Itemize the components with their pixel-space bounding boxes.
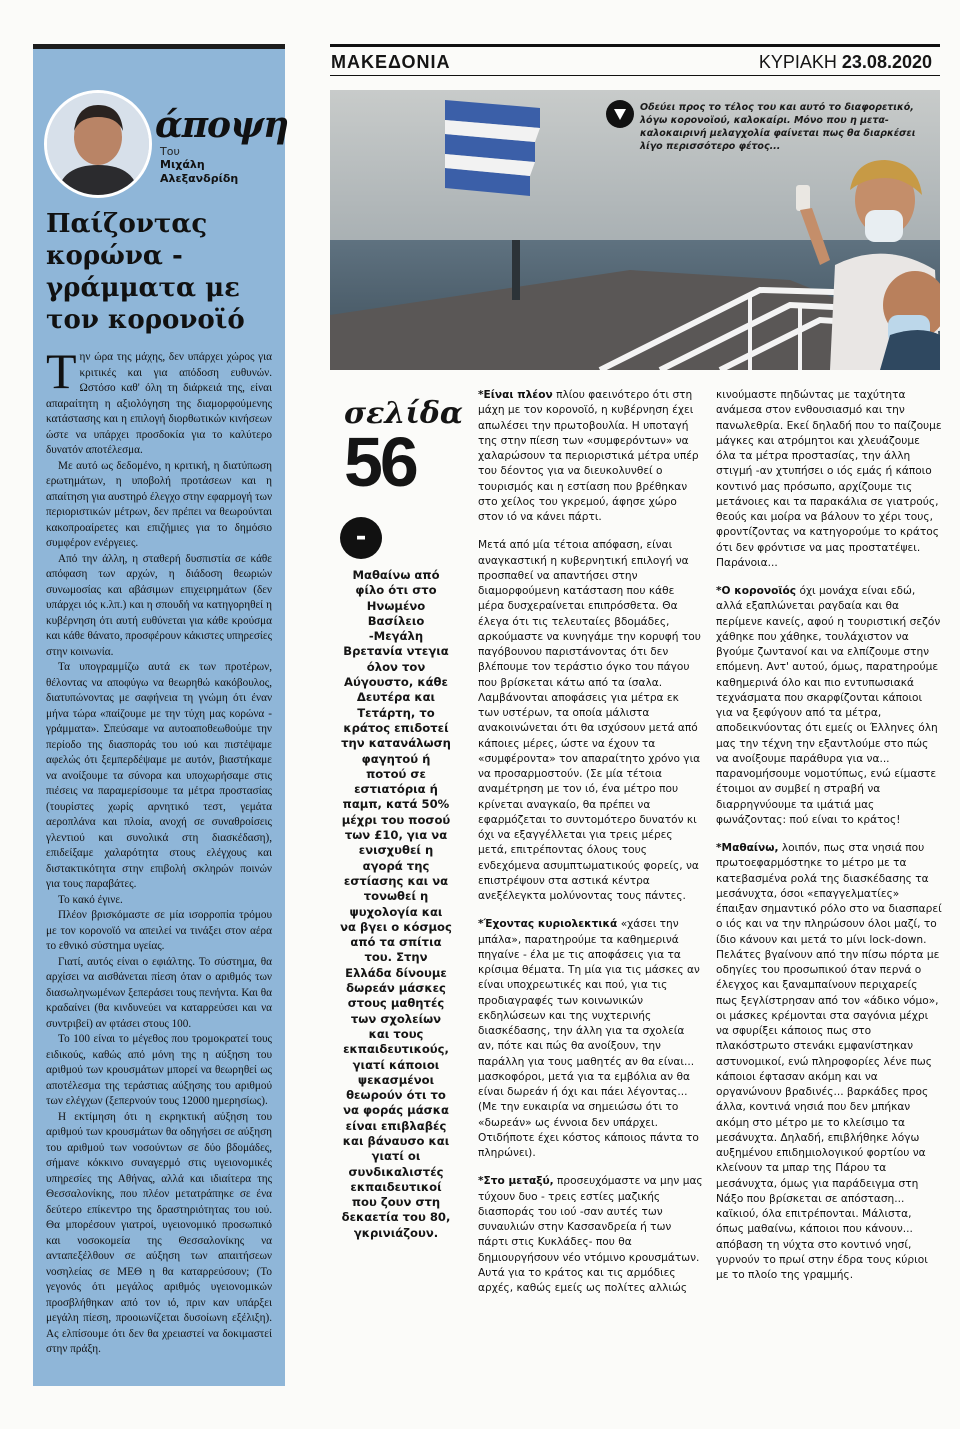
note-paragraph: κινούμαστε πηδώντας με ταχύτητα ανάμεσα στον ενθουσιασμό και την πανωλεθρία. Εκεί δηλαδή που το παίζουμε μάγκες και ατρόμητοι και χλευάζουμε όλα τα μέτρα προστασίας, την άλλη στιγμή -αν χτυπήσει ο ιός εμάς ή κάποιο κοντινό μας πρόσωπο, αρχίζουμε τις μετάνοιες και τα παρακάλια σε γιατρούς, θεούς και μοίρα να βάλουν το χέρι τους, φροντίζοντας να κατηγορούμε το κράτος ότι δεν φρόντισε να μας προστατέψει. Παράνοια... [716,389,942,569]
paragraph: Τα υπογραμμίζω αυτά εκ των προτέρων, θέλοντας να αποφύγω να θεωρηθώ κακόβουλος, διατυπώνοντας με σαφήνεια τη γνώμη ότι έναν μήνα τώρα «παίζουμε με την τύχη μας κορώνα - γράμματα». Σπεύσαμε να αυτοαποθεωθούμε την περίοδο της διασποράς του ιού και πιστέψαμε αφελώς ότι ξεμπερδέψαμε με αυτόν, βιαστήκαμε να ανοίξουμε τα σύνορα και υποχωρήσαμε στις πιέσεις να παραμερίσουμε τα μέτρα προστασίας (τουρίστες χωρίς αρνητικό τεστ, γεμάτα αεροπλάνα και πλοία, ανοχή σε συναθροίσεις γλεντιού και συνολικά στη διασκέδαση), επιδείξαμε χαλαρότητα στους ελέγχους και διστακτικότητα στην επιβολή σκληρών ποινών για τους παραβάτες. [46,661,272,890]
notes-column-1 [478,388,703,1309]
byline-prefix: Του [160,145,180,158]
note-paragraph: *Έχοντας κυριολεκτικά «χάσει την μπάλα», παρατηρούμε τα καθημερινά πηγαίνε - έλα με τις αποφάσεις για τα κρίσιμα θέματα. Τη μία για τις μάσκες αν είναι υποχρεωτικές και πού, για τις προδιαγραφές των κοινωνικών εκδηλώσεων και της νυχτερινής διασκέδασης, την άλλη για τα σχολεία αν, πότε και πώς θα ανοίξουν, την παράλλη για τους μαθητές αν θα είναι... μασκοφόροι, μετά για τα εμβόλια αν θα είναι δωρεάν ή όχι και πάει λέγοντας... (Με την ευκαιρία να σημειώσω ότι το «δωρεάν» ως έννοια δεν υπάρχει. Οτιδήποτε έχει κόστος κάποιος πάντα το πληρώνει). [478,918,700,1159]
issue-date-value: 23.08.2020 [841,52,932,72]
note-paragraph: Μετά από μία τέτοια απόφαση, είναι αναγκαστική η κυβερνητική επιλογή να προσπαθεί να απαντήσει στην διαμορφούμενη κατάσταση που κάθε μέρα δυσχεραίνεται επιπρόσθετα. Θα έλεγα ότι τις τελευταίες βδομάδες, αρκούμαστε να κυνηγάμε την κορυφή του παγόβουνου παριστάνοντας ότι δεν βλέπουμε τον τεράστιο όγκο του πάγου που βρίσκεται κάτω από τα ίσαλα. Λαμβάνονται αποφάσεις για μέτρα εκ των υστέρων, τα οποία μάλιστα ανακοινώνεται ότι θα ισχύσουν μετά από κάποιες μέρες, ώστε να έχουν τα «συμφέροντα» τον απαραίτητο χρόνο για να προσαρμοστούν. (Σε μία τέτοια αναμέτρηση με τον ιό, ένα μέτρο που κρίνεται αναγκαίο, θα πρέπει να εφαρμόζεται το συντομότερο δυνατόν κι όχι να εξαγγέλλεται για τρεις μέρες μετά, επιτρέποντας όλους τους ενδεχόμενα ασυμπτωματικούς φορείς, να επιστρέψουν στα αστικά κέντρα ανεξέλεγκτα μολύνοντας τους πάντες. [478,539,701,902]
paragraph: Την ώρα της μάχης, δεν υπάρχει χώρος για κριτικές και για απόδοση ευθυνών. Ωστόσο καθ' όλη τη διάρκειά της, είναι απαραίτητη η αξιολόγηση της διαμορφούμενης κατάστασης και η επιλογή διορθωτικών κινήσεων ώστε να υπάρχει προσδοκία για το καλύτερο δυνατόν αποτέλεσμα. [46,343,272,456]
article-title: Παίζοντας κορώνα - γράμματα με τον κορονοϊό [46,209,245,335]
paragraph: Το 100 είναι το μέγεθος που τρομοκρατεί τους ειδικούς, καθώς από μόνη της η αύξηση του αριθμού των κρουσμάτων μπορεί να θεωρηθεί ως αποτέλεσμα της τεράστιας αύξησης του αριθμού των ελέγχων (ξεπερνούν τους 12000 ημερησίως). [46,1033,272,1107]
paragraph: Πλέον βρισκόμαστε σε μία ισορροπία τρόμου με τον κορονοϊό να απειλεί να τινάξει στον αέρα το εθνικό σύστημα υγείας. [46,909,272,952]
issue-day: ΚΥΡΙΑΚΗ [758,52,837,72]
page-label: σελίδα [344,396,464,431]
paragraph: Με αυτό ως δεδομένο, η κριτική, η διατύπωση ερωτημάτων, η υποβολή προτάσεων και η απαίτηση για αυστηρό έλεγχο στην εφαρμογή των περιοριστικών μέτρων, δεν πρέπει να θεωρούνται κακοπροαίρετες και επιζήμιες για το δημόσιο συμφέρον ενέργειες. [46,459,272,549]
section-name: ΜΑΚΕΔΟΝΙΑ [331,52,451,72]
paragraph: Το κακό έγινε. [58,893,123,906]
paragraph: Από την άλλη, η σταθερή δυσπιστία σε κάθε απόφαση των αρχών, η διάδοση θεωριών συνωμοσίας και αβάσιμων επιχειρημάτων (δεν υπάρχει ιός κ.λπ.) και η σπουδή να κατηγορηθεί η κυβέρνηση ότι αυτή ευθύνεται για κάθε κρούσμα και κάθε θάνατο, προσφέρουν κάκιστες υπηρεσίες στην κοινωνία. [46,552,272,658]
author-avatar [44,90,152,198]
issue-date [759,52,932,73]
photo-caption: Οδεύει προς το τέλος του και αυτό το διαφορετικό, λόγω κορονοϊού, καλοκαίρι. Μόνο που η μετα-καλοκαιρινή μελαγχολία φαίνεται πως θα διαρκέσει λίγο περισσότερο φέτος... [640,102,916,152]
opinion-body [46,343,272,1358]
dropcap: Τ [46,343,77,399]
notes-column-2 [716,388,942,1296]
triangle-down-icon [606,100,634,128]
paragraph: Η εκτίμηση ότι η εκρηκτική αύξηση του αριθμού των κρουσμάτων θα οδηγήσει σε αύξηση του αριθμού των νοσούντων σε δύο βδομάδες, σήμανε κόκκινο συναγερμό στις υγειονομικές υπηρεσίες της Αθήνας, αλλά και ιδιαίτερα της Θεσσαλονίκης, που πλέον μετατράπηκε σε ένα δεύτερο επίκεντρο της δραστηριότητας του ιού. Θα μπορέσουν γιατροί, υγειονομικό προσωπικό και νοσοκομεία της Θεσσαλονίκης να ανταπεξέλθουν σε αύξηση των απαιτήσεων νοσηλείας σε ΜΕΘ η θα καταρρεύσουν; (Το γεγονός ότι μεγάλος αριθμός υγειονομικών προσβλήθηκαν από τον ιό, πριν καν υπάρξει μεγάλη πίεση, προοιωνίζεται δυσοίωνη εξέλιξη). Ας ελπίσουμε ότι δεν θα χρειαστεί να δοκιμαστεί στην πράξη. [46,1110,272,1355]
box-text: Μαθαίνω από φίλο ότι στο Ηνωμένο Βασίλειο -Μεγάλη Βρετανία ντεγια όλον τον Αύγουστο, κάθε Δευτέρα και Τετάρτη, το κράτος επιδοτεί την κατανάλωση φαγητού ή ποτού σε εστιατόρια ή παμπ, κατά 50% μέχρι του ποσού των £10, για να ενισχυθεί η αγορά της εστίασης και να τονωθεί η ψυχολογία και να βγει ο κόσμος από τα σπίτια του. Στην Ελλάδα δίνουμε δωρεάν μάσκες στους μαθητές των σχολείων και τους εκπαιδευτικούς, γιατί κάποιοι ψεκασμένοι θεωρούν ότι το να φοράς μάσκα είναι επιβλαβές και βάναυσο και γιατί οι συνδικαλιστές εκπαιδευτικοί που ζουν στη δεκαετία του 80, γκρινιάζουν. [340,568,452,1240]
note-paragraph: *Στο μεταξύ, προσευχόμαστε να μην μας τύχουν δυο - τρεις εστίες μαζικής διασποράς του ιού -σαν αυτές των συναυλιών στην Κασσανδρεία ή των πάρτι στις Κυκλάδες- που θα δημιουργήσουν νέο ντόμινο κρουσμάτων. Αυτά για το κράτος και τις αρμόδιες αρχές, καθώς εμείς ως πολίτες αλλιώς [478,1175,703,1294]
page-number: 56 [344,423,416,501]
note-paragraph: *Ο κορονοϊός όχι μονάχα είναι εδώ, αλλά εξαπλώνεται ραγδαία και θα περίμενε κανείς, αφού η τουριστική σεζόν χάθηκε που χάθηκε, τουλάχιστον να βγούμε ζωντανοί και να ελπίζουμε στην επόμενη. Αντ' αυτού, όμως, παρατηρούμε καθημερινά όλο και πιο εντυπωσιακά τεχνάσματα που σκαρφίζονται κάποιοι για να ξεφύγουν από τα μέτρα, αποδεικνύοντας ότι εμείς οι Έλληνες όλη μας την τέχνη την εξαντλούμε στο πώς να ανοίξουμε παράθυρα για να... παρανομήσουμε νομοτύπως, ενώ είμαστε έτοιμοι αν συμβεί η στραβή να διαρρηγνύουμε τα ιμάτιά μας φωνάζοντας: πού είναι το κράτος! [716,585,941,826]
paragraph: Γιατί, αυτός είναι ο εφιάλτης. Το σύστημα, θα αρχίσει να αισθάνεται πίεση όταν ο αριθμός των διασωληνωμένων ξεπεράσει τους πενήντα. Και θα κραδαίνει (θα κινδυνεύει να καταρρεύσει και να συντριβεί) αν φτάσει στους 100. [46,955,272,1030]
note-paragraph: *Είναι πλέον πλίου φαεινότερο ότι στη μάχη με τον κορονοϊό, η κυβέρνηση έχει απωλέσει την πρωτοβουλία. Η υποταγή της στην πίεση των «συμφερόντων» να χαλαρώσουν τα περιοριστικά μέτρα υπέρ του δέοντος για να διευκολυνθεί ο τουρισμός και η εστίαση που βρέθηκαν στο χείλος του γκρεμού, άφησε χώρο στον ιό να κάνει πάρτι. [478,389,699,523]
author-name: Μιχάλη Αλεξανδρίδη [160,158,239,185]
note-paragraph: *Μαθαίνω, λοιπόν, πως στα νησιά που πρωτοεφαρμόστηκε το μέτρο με τα κατεβασμένα ρολά της διασκέδασης τα μεσάνυχτα, όσοι «επαγγελματίες» έπαιξαν σημαντικό ρόλο στο να διασπαρεί ο ιός και να την πληρώσουν όλοι μαζί, το ίδιο κάνουν και μετά το μίνι lock-down. Πελάτες βγαίνουν από την πίσω πόρτα με οδηγίες του προσωπικού όταν περνά ο έλεγχος και ξαναμπαίνουν περιχαρείς πως ξεγλίστρησαν από τον «άδικο νόμο», οι μάσκες κρέμονται στα σαγόνια μέχρι να σφυρίξει κάποιος πως στο πλακόστρωτο στενάκι εμφανίστηκαν αστυνομικοί, ενώ πληροφορίες λένε πως κάποιοι έφτασαν ακόμη και να οργανώνουν βραδινές... βαρκάδες προς άλλα, κοντινά νησιά που δεν μπήκαν ακόμη στο μέτρο με το κλείσιμο τα μεσάνυχτα. Δηλαδή, επιβλήθηκε λόγω αυξημένου επιδημιολογικού φορτίου να κλείνουν τα μπαρ της Πάρου τα μεσάνυχτα, όμως για παράδειγμα στη Νάξο που βρίσκεται σε απόσταση... καϊκιού, όλα επιτρέπονται. Μάλιστα, όπως μαθαίνω, κάποιοι που κάνουν... απόβαση τη νύχτα στο κοντινό νησί, γυρνούν το πρωί στην έδρα τους κύριοι με το πλοίο της γραμμής. [716,842,942,1281]
sidebar-top-rule [33,44,285,49]
minus-icon: - [340,517,382,559]
opinion-label: άποψη [155,104,289,146]
